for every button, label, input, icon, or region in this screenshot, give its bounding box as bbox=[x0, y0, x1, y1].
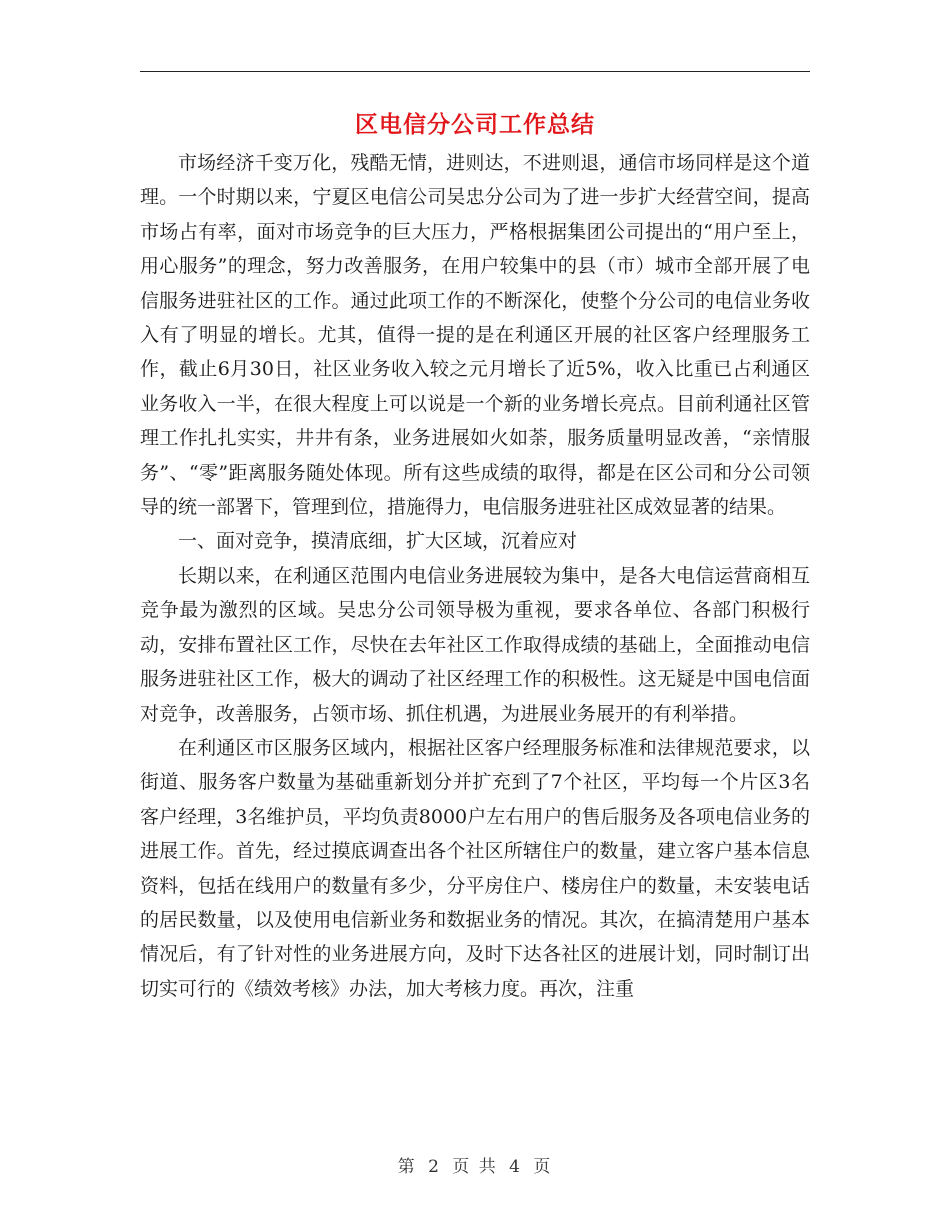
paragraph-intro: 市场经济千变万化，残酷无情，进则达，不进则退，通信市场同样是这个道理。一个时期以来，宁夏区电信公司吴忠分公司为了进一步扩大经营空间，提高市场占有率，面对市场竞争的巨大压力，严格根据集团公司提出的“用户至上，用心服务”的理念，努力改善服务，在用户较集中的县（市）城市全部开展了电信服务进驻社区的工作。通过此项工作的不断深化，使整个分公司的电信业务收入有了明显的增长。尤其，值得一提的是在利通区开展的社区客户经理服务工作，截止6月30日，社区业务收入较之元月增长了近5%，收入比重已占利通区业务收入一半，在很大程度上可以说是一个新的业务增长亮点。目前利通社区管理工作扎扎实实，井井有条，业务进展如火如荼，服务质量明显改善，“亲情服务”、“零”距离服务随处体现。所有这些成绩的取得，都是在区公司和分公司领导的统一部署下，管理到位，措施得力，电信服务进驻社区成效显著的结果。 bbox=[140, 152, 810, 519]
document-title: 区电信分公司工作总结 bbox=[355, 111, 595, 138]
footer-page-number: 2 bbox=[428, 1157, 441, 1177]
paragraph-service-area: 在利通区市区服务区域内，根据社区客户经理服务标准和法律规范要求，以街道、服务客户数量为基础重新划分并扩充到了7个社区，平均每一个片区3名客户经理，3名维护员，平均负责8000户左右用户的售后服务及各项电信业务的进展工作。首先，经过摸底调查出各个社区所辖住户的数量，建立客户基本信息资料，包括在线用户的数量有多少，分平房住户、楼房住户的数量，未安装电话的居民数量，以及使用电信新业务和数据业务的情况。其次，在搞清楚用户基本情况后，有了针对性的业务进展方向，及时下达各社区的进展计划，同时制订出切实可行的《绩效考核》办法，加大考核力度。再次，注重 bbox=[140, 736, 810, 1000]
section-heading-1: 一、面对竞争，摸清底细，扩大区域，沉着应对 bbox=[178, 530, 578, 553]
header-rule bbox=[140, 71, 810, 72]
document-body bbox=[140, 146, 810, 1006]
footer-suffix: 页 bbox=[533, 1157, 553, 1177]
footer-middle: 页 共 bbox=[452, 1157, 498, 1177]
footer-prefix: 第 bbox=[397, 1157, 417, 1177]
footer-total-pages: 4 bbox=[509, 1157, 522, 1177]
paragraph-competition: 长期以来，在利通区范围内电信业务进展较为集中，是各大电信运营商相互竞争最为激烈的区域。吴忠分公司领导极为重视，要求各单位、各部门积极行动，安排布置社区工作，尽快在去年社区工作取得成绩的基础上，全面推动电信服务进驻社区工作，极大的调动了社区经理工作的积极性。这无疑是中国电信面对竞争，改善服务，占领市场、抓住机遇，为进展业务展开的有利举措。 bbox=[140, 564, 810, 725]
page-footer bbox=[0, 1152, 950, 1177]
